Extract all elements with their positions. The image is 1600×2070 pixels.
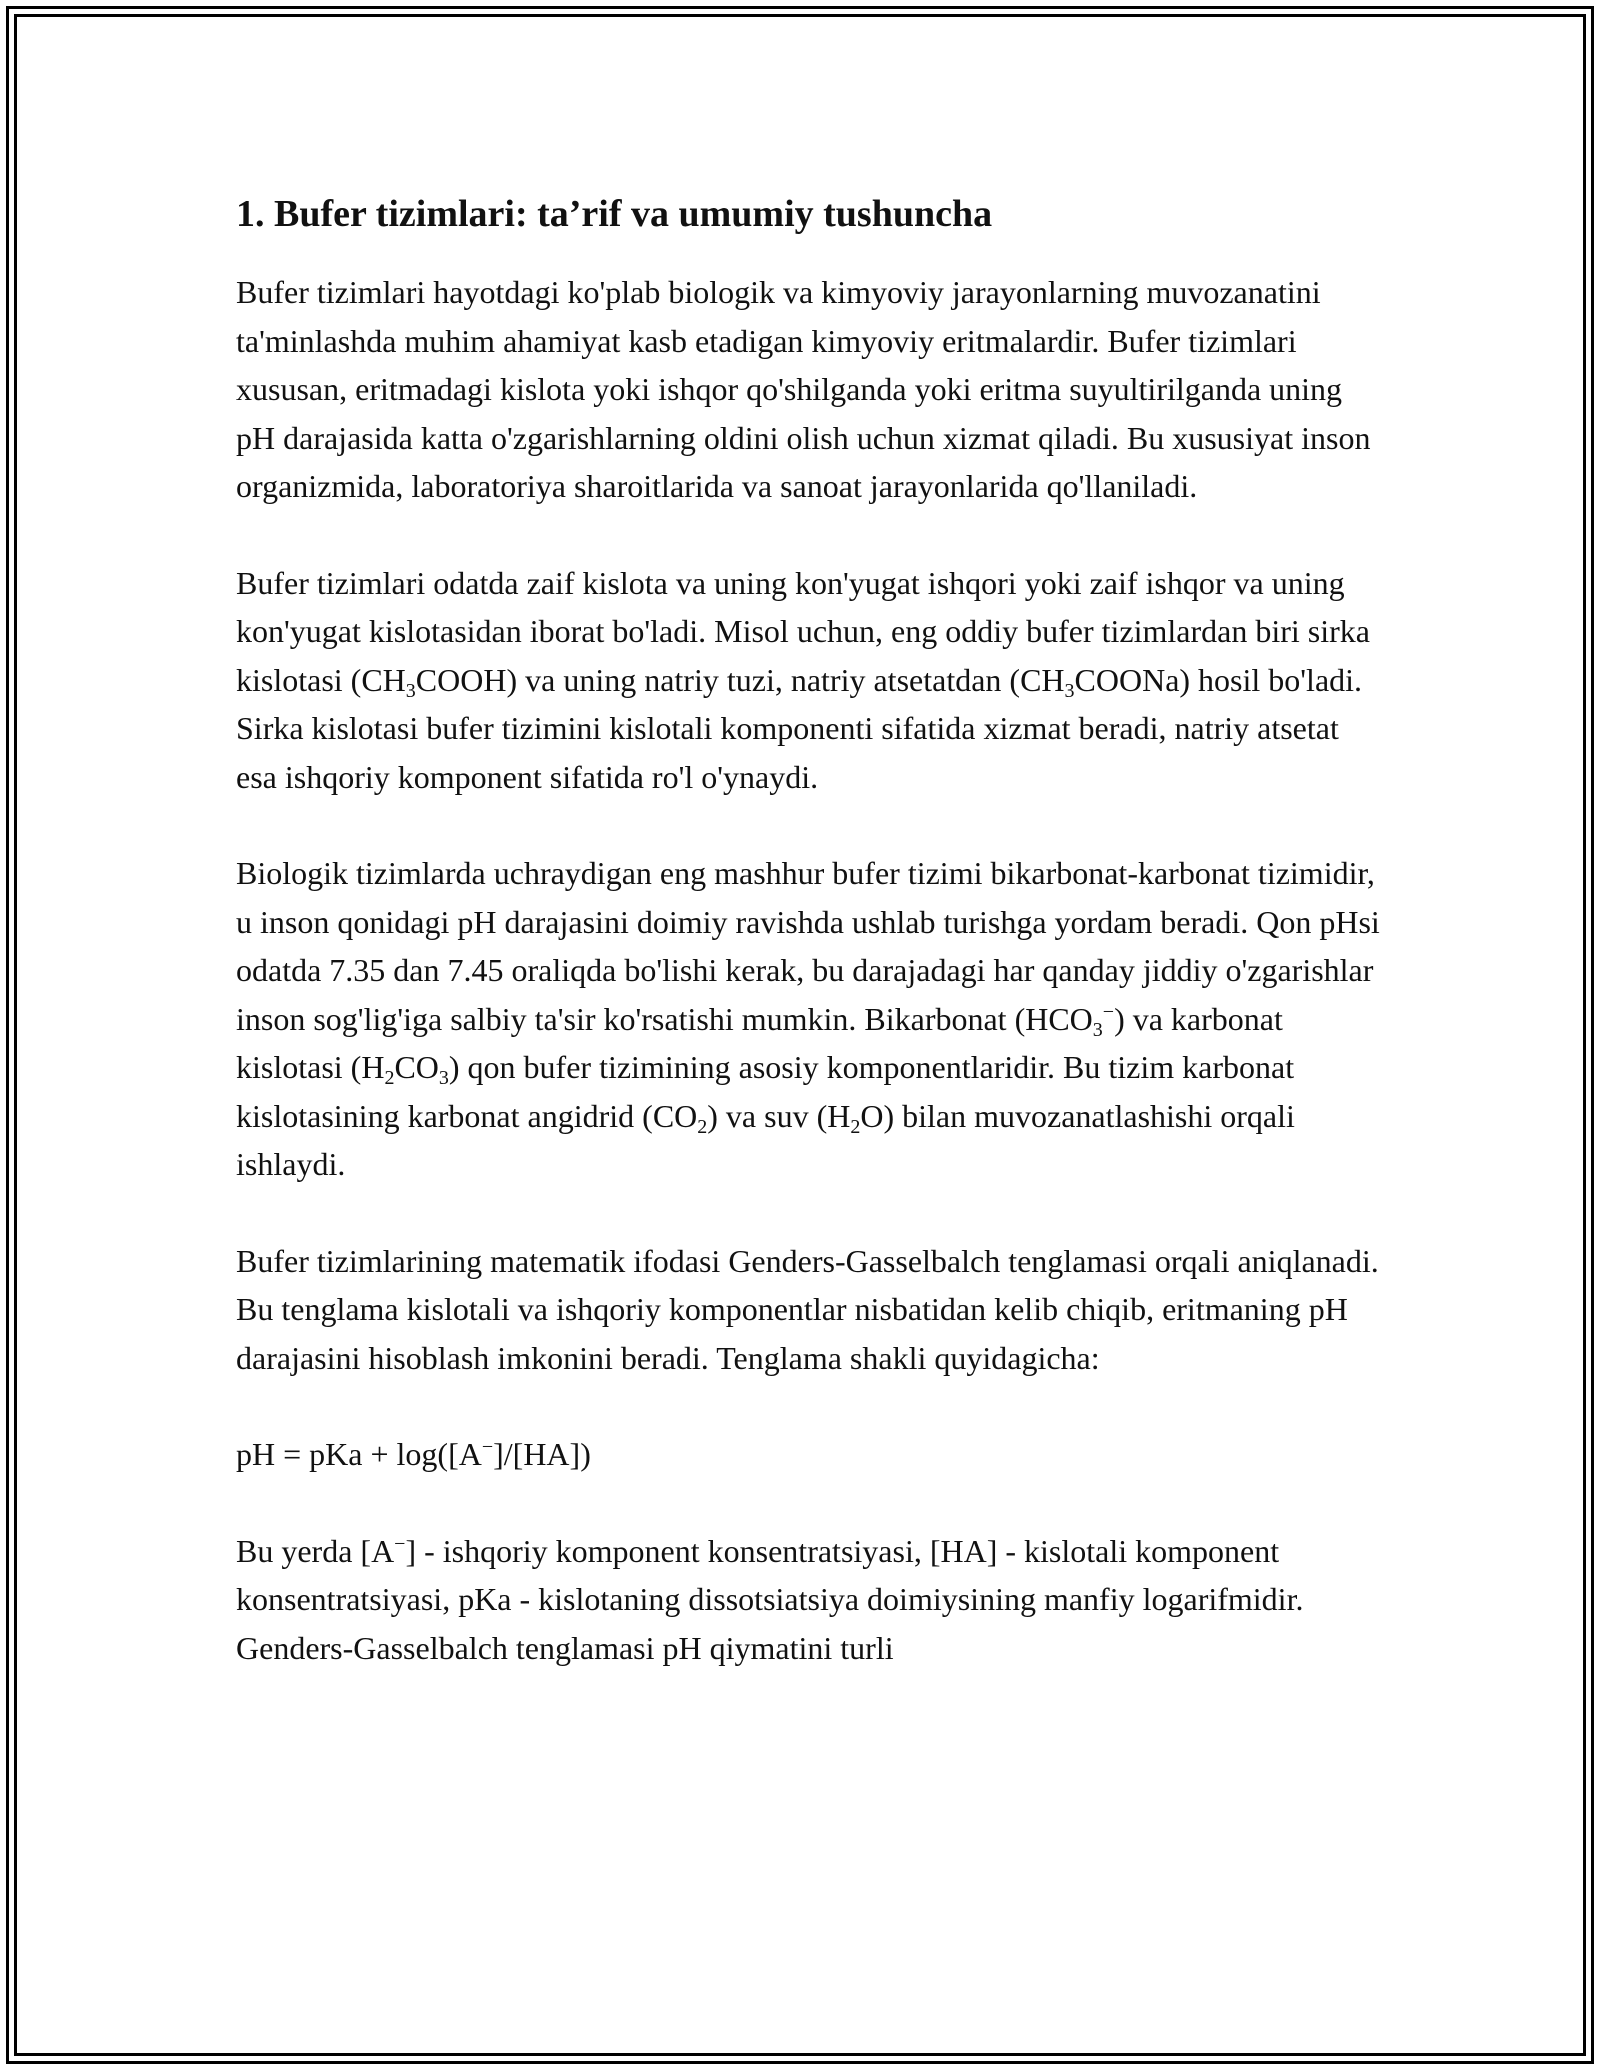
superscript: −	[394, 1532, 406, 1555]
subscript: 2	[850, 1115, 861, 1138]
text-run: pH = pKa + log([A	[236, 1436, 482, 1472]
document-body	[236, 188, 1386, 1720]
text-run: ] - ishqoriy komponent konsentratsiyasi, [HA] - kislotali komponent konsentratsiyasi, pKa - kislotaning dissotsiatsiya doimiysining manfiy logarifmidir. Genders-Gasselbalch tenglamasi pH qiymatini turli	[236, 1532, 1304, 1666]
subscript: 3	[1092, 1018, 1103, 1041]
text-run: Biologik tizimlarda uchraydigan eng mashhur bufer tizimi bikarbonat-karbonat tizimidir, u inson qonidagi pH darajasini doimiy ravishda ushlab turishga yordam beradi. Qon pHsi odatda 7.35 dan 7.45 oraliqda bo'lishi kerak, bu darajadagi har qanday jiddiy o'zgarishlar inson sog'lig'iga salbiy ta'sir ko'rsatishi mumkin. Bikarbonat (HCO	[236, 855, 1380, 1037]
subscript: 3	[1064, 679, 1075, 702]
subscript: 3	[438, 1067, 449, 1089]
equation	[236, 1430, 1386, 1479]
text-run: Bufer tizimlari odatda zaif kislota va uning kon'yugat ishqori yoki zaif ishqor va uning kon'yugat kislotasidan iborat bo'ladi. Misol uchun, eng oddiy bufer tizimlardan biri sirka kislotasi (CH	[236, 564, 1370, 698]
text-run: COONa) hosil bo'ladi. Sirka kislotasi bufer tizimini kislotali komponenti sifatida xizmat beradi, natriy atsetat esa ishqoriy komponent sifatida ro'l o'ynaydi.	[236, 661, 1363, 795]
section-heading: 1. Bufer tizimlari: ta’rif va umumiy tushuncha	[236, 193, 993, 235]
superscript: −	[1102, 1000, 1115, 1023]
paragraph-bicarbonate	[236, 849, 1386, 1189]
text-run: ) va suv (H	[707, 1097, 851, 1134]
text-run: Bu yerda [A	[236, 1532, 395, 1569]
subscript: 2	[697, 1115, 708, 1138]
text-run: O) bilan muvozanatlashishi orqali ishlaydi.	[236, 1097, 1295, 1182]
subscript: 3	[405, 679, 416, 702]
text-run: COOH) va uning natriy tuzi, natriy atsetatdan (CH	[415, 661, 1065, 698]
text-run: ) qon bufer tizimining asosiy komponentlaridir. Bu tizim karbonat kislotasining karbonat angidrid (CO	[236, 1049, 1295, 1134]
text-run: ) va karbonat kislotasi (H	[236, 1000, 1283, 1085]
paragraph-explanation	[236, 1527, 1386, 1673]
paragraph-definition: Bufer tizimlari hayotdagi ko'plab biologik va kimyoviy jarayonlarning muvozanatini ta'minlashda muhim ahamiyat kasb etadigan kimyoviy eritmalardir. Bufer tizimlari xususan, eritmadagi kislota yoki ishqor qo'shilganda yoki eritma suyultirilganda uning pH darajasida katta o'zgarishlarning oldini olish uchun xizmat qiladi. Bu xususiyat inson organizmida, laboratoriya sharoitlarida va sanoat jarayonlarida qo'llaniladi.	[236, 274, 1371, 504]
text-run: ]/[HA])	[493, 1436, 591, 1472]
paragraph-composition	[236, 559, 1386, 802]
superscript: −	[481, 1436, 494, 1458]
paragraph-henderson: Bufer tizimlarining matematik ifodasi Genders-Gasselbalch tenglamasi orqali aniqlanadi. Bu tenglama kislotali va ishqoriy komponentlar nisbatidan kelib chiqib, eritmaning pH darajasini hisoblash imkonini beradi. Tenglama shakli quyidagicha:	[236, 1242, 1379, 1376]
subscript: 2	[384, 1067, 395, 1089]
text-run: CO	[394, 1049, 439, 1085]
